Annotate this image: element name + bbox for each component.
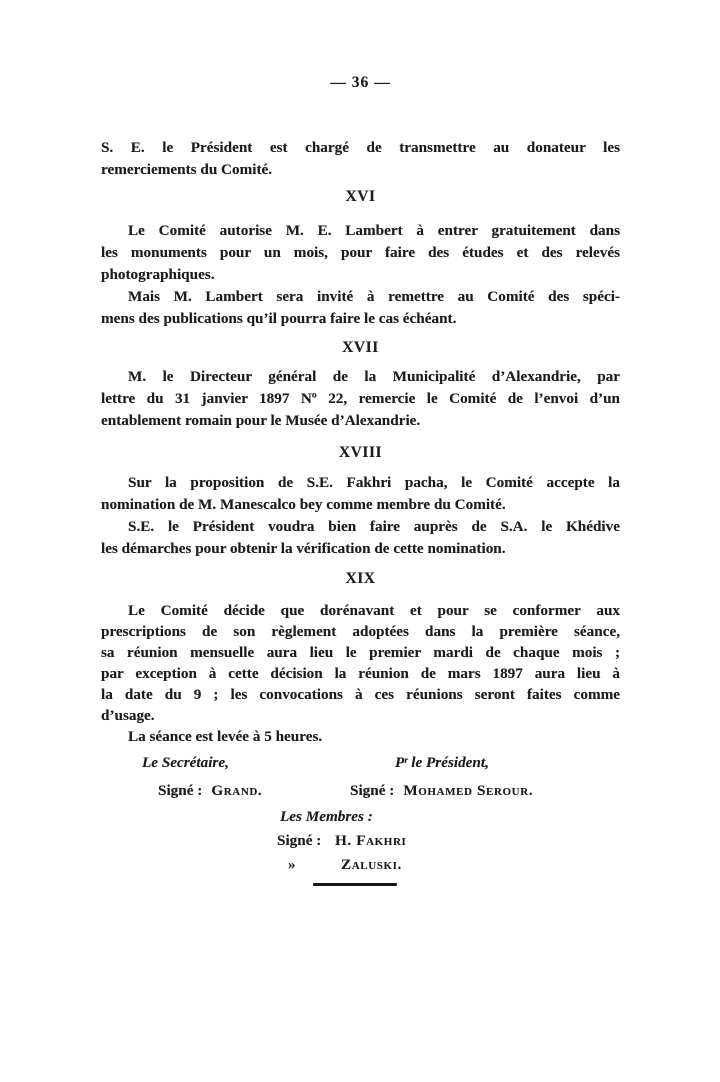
- section-heading-xix: XIX: [345, 570, 376, 587]
- section-xvi-paragraph-1: [101, 220, 620, 286]
- text-line: La séance est levée à 5 heures.: [128, 728, 323, 745]
- member-1-name: H. Fakhri: [335, 832, 407, 849]
- text-line: entablement romain pour le Musée d’Alexandrie.: [101, 412, 421, 429]
- page-number: — 36 —: [330, 74, 391, 91]
- text-line: par exception à cette décision la réunion de mars 1897 aura lieu à: [101, 665, 620, 682]
- section-heading-xviii: XVIII: [338, 444, 383, 461]
- section-xix-paragraph-1: [101, 600, 620, 726]
- text-line: sa réunion mensuelle aura lieu le premier mardi de chaque mois ;: [101, 644, 620, 661]
- section-xviii-paragraph-1: [101, 472, 620, 516]
- text-line: nomination de M. Manescalco bey comme membre du Comité.: [101, 496, 506, 513]
- secretary-title: Le Secrétaire,: [142, 754, 229, 771]
- text-line: Mais M. Lambert sera invité à remettre au Comité des spéci-: [128, 288, 620, 305]
- text-line: remerciements du Comité.: [101, 161, 273, 178]
- section-xviii-paragraph-2: [101, 516, 620, 560]
- member-2-name: Zaluski.: [341, 856, 402, 873]
- members-title: Les Membres :: [280, 808, 373, 825]
- text-line: Sur la proposition de S.E. Fakhri pacha, le Comité accepte la: [128, 474, 620, 491]
- member-1-line: [101, 830, 620, 852]
- signature-signed-row: [101, 780, 620, 802]
- text-line: lettre du 31 janvier 1897 Nº 22, remercie le Comité de l’envoi d’un: [101, 390, 620, 407]
- signature-titles-row: [101, 752, 620, 774]
- text-line: Le Comité autorise M. E. Lambert à entrer gratuitement dans: [128, 222, 620, 239]
- text-line: les monuments pour un mois, pour faire des études et des relevés: [101, 244, 620, 261]
- text-line: M. le Directeur général de la Municipalité d’Alexandrie, par: [128, 368, 620, 385]
- secretary-name: Grand.: [211, 782, 263, 799]
- text-line: la date du 9 ; les convocations à ces réunions seront faites comme: [101, 686, 620, 703]
- members-title-line: [101, 806, 620, 828]
- president-signature: [350, 780, 533, 802]
- member-2-line: [101, 854, 620, 876]
- end-rule: [313, 883, 397, 886]
- ditto-mark: »: [288, 856, 296, 873]
- section-heading-xvi: XVI: [345, 188, 376, 205]
- section-xvi-paragraph-2: [101, 286, 620, 330]
- signed-label: Signé :: [158, 782, 203, 799]
- section-xix-paragraph-2: [101, 726, 620, 748]
- text-line: photographiques.: [101, 266, 215, 283]
- signed-label: Signé :: [350, 782, 395, 799]
- section-heading-xvii: XVII: [342, 339, 379, 356]
- text-line: mens des publications qu’il pourra faire le cas échéant.: [101, 310, 457, 327]
- intro-paragraph: [101, 137, 620, 181]
- secretary-signature: [158, 780, 262, 802]
- text-line: S. E. le Président est chargé de transmettre au donateur les: [101, 139, 620, 156]
- president-name: Mohamed Serour.: [403, 782, 534, 799]
- signed-label: Signé :: [277, 832, 322, 849]
- president-title: Pʳ le Président,: [395, 754, 489, 771]
- text-line: prescriptions de son règlement adoptées dans la première séance,: [101, 623, 620, 640]
- text-line: S.E. le Président voudra bien faire auprès de S.A. le Khédive: [128, 518, 620, 535]
- text-line: d’usage.: [101, 707, 155, 724]
- section-xvii-paragraph-1: [101, 366, 620, 432]
- text-line: les démarches pour obtenir la vérification de cette nomination.: [101, 540, 506, 557]
- text-line: Le Comité décide que dorénavant et pour se conformer aux: [128, 602, 620, 619]
